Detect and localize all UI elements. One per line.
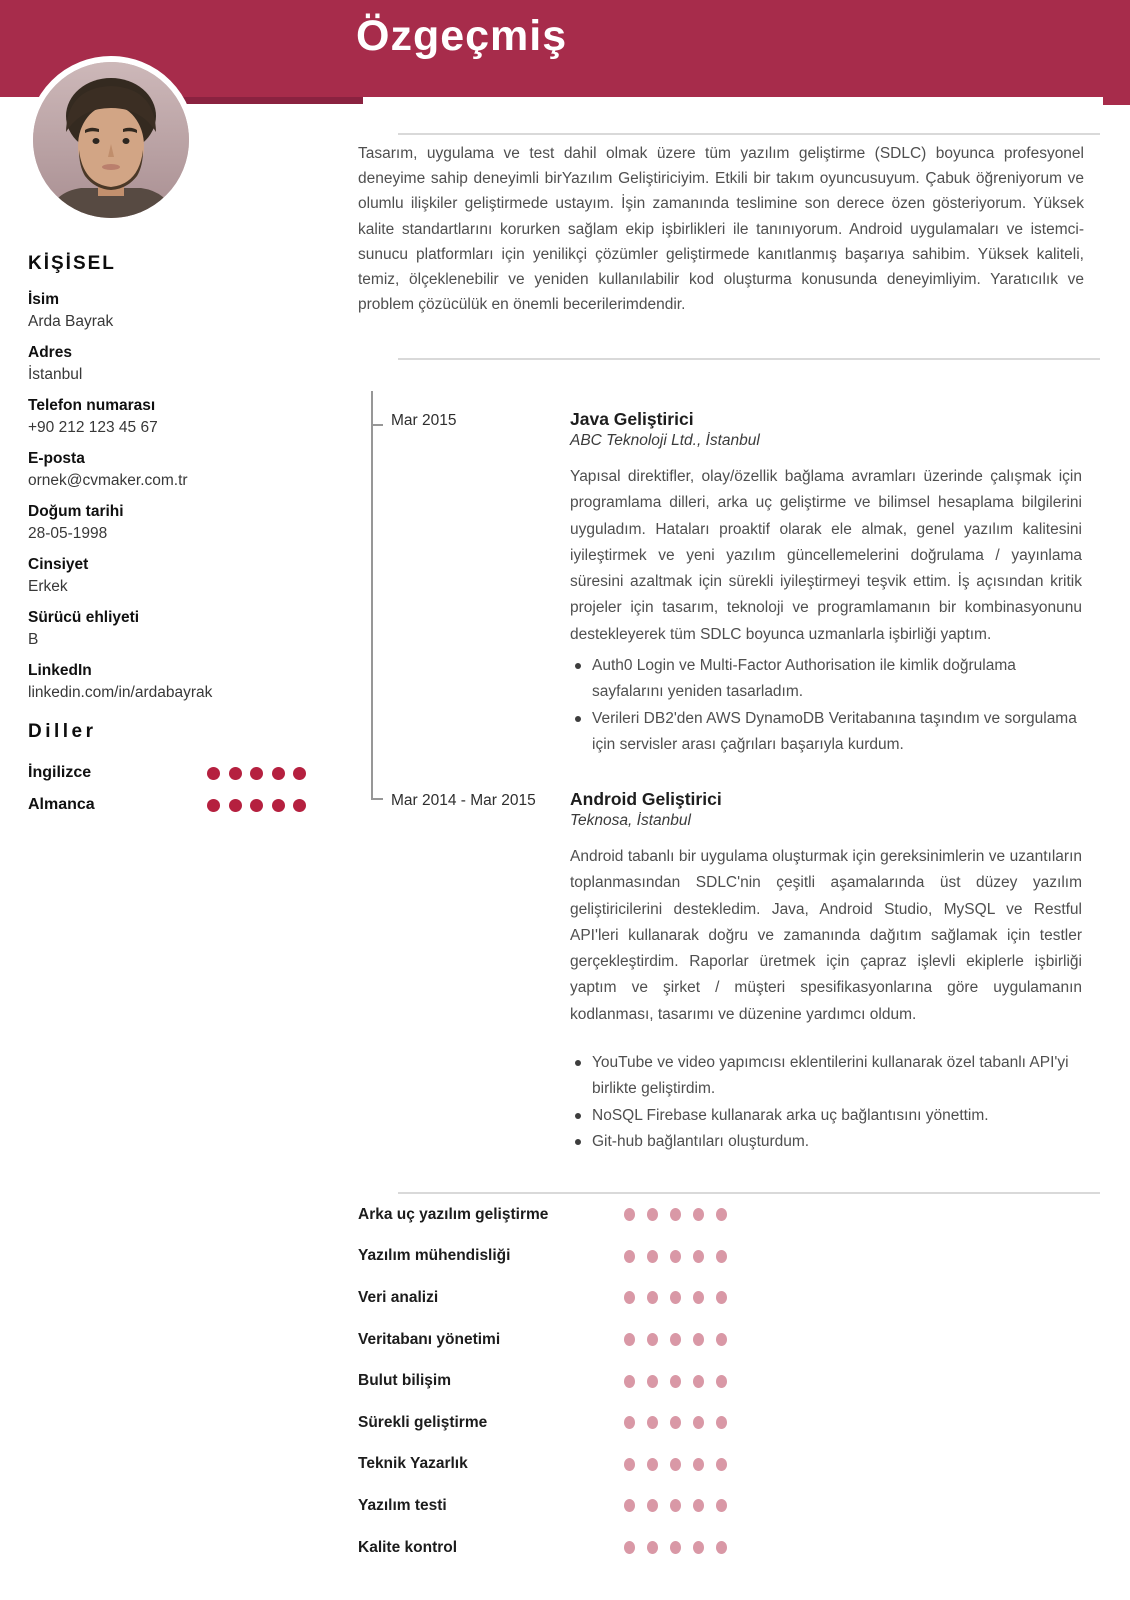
personal-field [28, 554, 306, 597]
field-value: İstanbul [28, 366, 83, 383]
timeline-line [371, 391, 373, 800]
experience-date: Mar 2015 [391, 412, 457, 429]
language-name: İngilizce [28, 764, 92, 781]
skill-row [358, 1360, 878, 1402]
rating-dot [693, 1541, 704, 1554]
profile-summary: Tasarım, uygulama ve test dahil olmak üzere tüm yazılım geliştirme (SDLC) boyunca profesyonel deneyime sahip deneyimli birYazılım Geliştiriciyim. Etkili bir takım oyuncusuyum. Çabuk öğreniyorum ve olumlu ilişkiler geliştirmede ustayım. İşin zamanında teslimine son derece özen gösteriyorum. Yüksek kalite standartlarını korurken sağlam ekip işbirlikleri ile tanınıyorum. Android uygulamaları ve istemci-sunucu platformları için yenilikçi çözümler geliştirmede kanıtlanmış başarıya sahibim. Yüksek kaliteli, temiz, ölçeklenebilir ve yeniden kullanılabilir kod oluşturma konusunda deneyimliyim. Yaratıcılık ve problem çözücülük en önemli becerilerimdendir. [358, 145, 1084, 314]
field-label: Adres [28, 344, 72, 361]
personal-field [28, 607, 306, 650]
rating-dot [624, 1416, 635, 1429]
job-bullet: YouTube ve video yapımcısı eklentilerini kullanarak özel tabanlı API'yi birlikte geliştirdim. [570, 1050, 1082, 1103]
rating-dot [647, 1333, 658, 1346]
profile-photo [27, 56, 195, 224]
skill-rating [624, 1499, 727, 1512]
rating-dot [624, 1250, 635, 1263]
skill-rating [624, 1208, 727, 1221]
timeline-tick [371, 424, 383, 426]
skill-name: Yazılım testi [358, 1496, 447, 1514]
languages-list [28, 757, 306, 821]
rating-dot [647, 1541, 658, 1554]
job-bullet: Auth0 Login ve Multi-Factor Authorisation ile kimlik doğrulama sayfalarını yeniden tasarladım. [570, 653, 1082, 706]
language-rating [207, 767, 306, 780]
skill-row [358, 1194, 878, 1236]
skill-row [358, 1444, 878, 1486]
rating-dot [716, 1375, 727, 1388]
rating-dot [207, 799, 220, 812]
rating-dot [693, 1250, 704, 1263]
job-company: Teknosa, İstanbul [570, 812, 691, 829]
skill-name: Teknik Yazarlık [358, 1455, 468, 1473]
rating-dot [229, 767, 242, 780]
job-description: Yapısal direktifler, olay/özellik bağlama avramları üzerinde çalışmak için programlama dilleri, arka uç geliştirme ve bilimsel hesaplama bilgilerini uyguladım. Hataları proaktif olarak ele almak, genel yazılım kalitesini iyileştirmek ve yeni yazılım güncellemelerini doğrulama / yayınlama süresini azaltmak için sürekli iyileştirmeyi teşvik ettim. İş açısından kritik projeler için tasarım, teknoloji ve programlamanın bir kombinasyonunu destekleyerek tüm SDLC boyunca uzmanlarla işbirliği yaptım. [570, 468, 1082, 643]
rating-dot [624, 1333, 635, 1346]
skill-rating [624, 1375, 727, 1388]
skill-rating [624, 1541, 727, 1554]
field-value: 28-05-1998 [28, 525, 108, 542]
rating-dot [293, 767, 306, 780]
job-bullet-list [570, 1050, 1082, 1156]
rating-dot [693, 1416, 704, 1429]
rating-dot [670, 1208, 681, 1221]
skill-row [358, 1527, 878, 1569]
language-row [28, 757, 306, 789]
skill-row [358, 1319, 878, 1361]
job-title: Android Geliştirici [570, 789, 722, 809]
experience-entry [391, 788, 1082, 1156]
field-value: B [28, 631, 39, 648]
skill-rating [624, 1416, 727, 1429]
experience-date: Mar 2014 - Mar 2015 [391, 792, 536, 809]
personal-field [28, 448, 306, 491]
rating-dot [670, 1333, 681, 1346]
skill-name: Bulut bilişim [358, 1372, 451, 1390]
personal-field [28, 660, 306, 703]
rating-dot [624, 1541, 635, 1554]
rating-dot [624, 1458, 635, 1471]
skill-rating [624, 1291, 727, 1304]
skill-name: Kalite kontrol [358, 1538, 458, 1556]
sidebar [28, 253, 306, 821]
job-title: Java Geliştirici [570, 409, 694, 429]
personal-field [28, 289, 306, 332]
field-label: Cinsiyet [28, 556, 89, 573]
rating-dot [716, 1250, 727, 1263]
rating-dot [670, 1541, 681, 1554]
personal-field [28, 342, 306, 385]
job-description: Android tabanlı bir uygulama oluşturmak için gereksinimlerin ve uzantıların toplanmasından SDLC'nin çeşitli aşamalarında üst düzey yazılım geliştiricilerini destekledim. Java, Android Studio, MySQL ve Restful API'leri kullanarak doğru ve zamanında dağıtım sağlamak için testler gerçekleştirdim. Raporlar üretmek için çapraz işlevli ekiplerle işbirliği yaptım ve şirket / müşteri spesifikasyonlarına göre uygulamanın kodlanması, tasarımı ve düzenine yardımcı oldum. [570, 848, 1082, 1023]
skill-name: Veritabanı yönetimi [358, 1330, 501, 1348]
language-rating [207, 799, 306, 812]
rating-dot [716, 1458, 727, 1471]
rating-dot [716, 1291, 727, 1304]
rating-dot [250, 767, 263, 780]
personal-section-heading: KİŞİSEL [28, 253, 116, 274]
field-value: +90 212 123 45 67 [28, 419, 158, 436]
rating-dot [624, 1499, 635, 1512]
rating-dot [670, 1250, 681, 1263]
rating-dot [647, 1416, 658, 1429]
personal-field [28, 395, 306, 438]
rating-dot [693, 1458, 704, 1471]
field-label: Doğum tarihi [28, 503, 124, 520]
rating-dot [229, 799, 242, 812]
job-bullet-list [570, 653, 1082, 759]
rating-dot [716, 1499, 727, 1512]
rating-dot [624, 1208, 635, 1221]
timeline-tick [371, 798, 383, 800]
language-row [28, 789, 306, 821]
field-label: Telefon numarası [28, 397, 156, 414]
personal-fields [28, 289, 306, 703]
rating-dot [716, 1541, 727, 1554]
rating-dot [647, 1250, 658, 1263]
skill-name: Yazılım mühendisliği [358, 1247, 511, 1265]
languages-section-heading: Diller [28, 721, 97, 742]
rating-dot [716, 1208, 727, 1221]
rating-dot [647, 1291, 658, 1304]
personal-field [28, 501, 306, 544]
skill-row [358, 1277, 878, 1319]
rating-dot [647, 1458, 658, 1471]
job-company: ABC Teknoloji Ltd., İstanbul [570, 432, 760, 449]
rating-dot [670, 1375, 681, 1388]
rating-dot [670, 1499, 681, 1512]
experience-entry [391, 408, 1082, 759]
skill-rating [624, 1458, 727, 1471]
skill-rating [624, 1333, 727, 1346]
skill-rating [624, 1250, 727, 1263]
language-name: Almanca [28, 796, 95, 813]
rating-dot [250, 799, 263, 812]
rating-dot [693, 1499, 704, 1512]
field-label: İsim [28, 291, 60, 308]
rating-dot [693, 1291, 704, 1304]
rating-dot [272, 767, 285, 780]
rating-dot [716, 1333, 727, 1346]
rating-dot [272, 799, 285, 812]
field-value: linkedin.com/in/ardabayrak [28, 684, 213, 701]
field-label: Sürücü ehliyeti [28, 609, 140, 626]
rating-dot [647, 1208, 658, 1221]
divider [398, 358, 1100, 360]
header-band-tab [1103, 97, 1130, 105]
rating-dot [293, 799, 306, 812]
rating-dot [207, 767, 220, 780]
experience-body [570, 408, 1082, 759]
field-value: ornek@cvmaker.com.tr [28, 472, 188, 489]
skill-name: Sürekli geliştirme [358, 1413, 488, 1431]
experience-body [570, 788, 1082, 1156]
page-title: Özgeçmiş [356, 12, 568, 60]
skills-section [358, 1194, 878, 1568]
skill-row [358, 1402, 878, 1444]
skill-name: Veri analizi [358, 1288, 439, 1306]
rating-dot [716, 1416, 727, 1429]
skill-row [358, 1236, 878, 1278]
rating-dot [670, 1416, 681, 1429]
skill-name: Arka uç yazılım geliştirme [358, 1205, 549, 1223]
field-value: Erkek [28, 578, 68, 595]
job-bullet: Verileri DB2'den AWS DynamoDB Veritabanına taşındım ve sorgulama için servisler arası çağrıları başarıyla kurdum. [570, 706, 1082, 759]
rating-dot [647, 1499, 658, 1512]
job-bullet: Git-hub bağlantıları oluşturdum. [570, 1129, 1082, 1155]
rating-dot [693, 1333, 704, 1346]
rating-dot [647, 1375, 658, 1388]
rating-dot [624, 1291, 635, 1304]
rating-dot [670, 1458, 681, 1471]
divider [398, 133, 1100, 135]
field-value: Arda Bayrak [28, 313, 114, 330]
rating-dot [693, 1375, 704, 1388]
rating-dot [693, 1208, 704, 1221]
field-label: E-posta [28, 450, 85, 467]
job-bullet: NoSQL Firebase kullanarak arka uç bağlantısını yönettim. [570, 1103, 1082, 1129]
field-label: LinkedIn [28, 662, 92, 679]
rating-dot [624, 1375, 635, 1388]
portrait-illustration [33, 62, 189, 218]
skill-row [358, 1485, 878, 1527]
rating-dot [670, 1291, 681, 1304]
